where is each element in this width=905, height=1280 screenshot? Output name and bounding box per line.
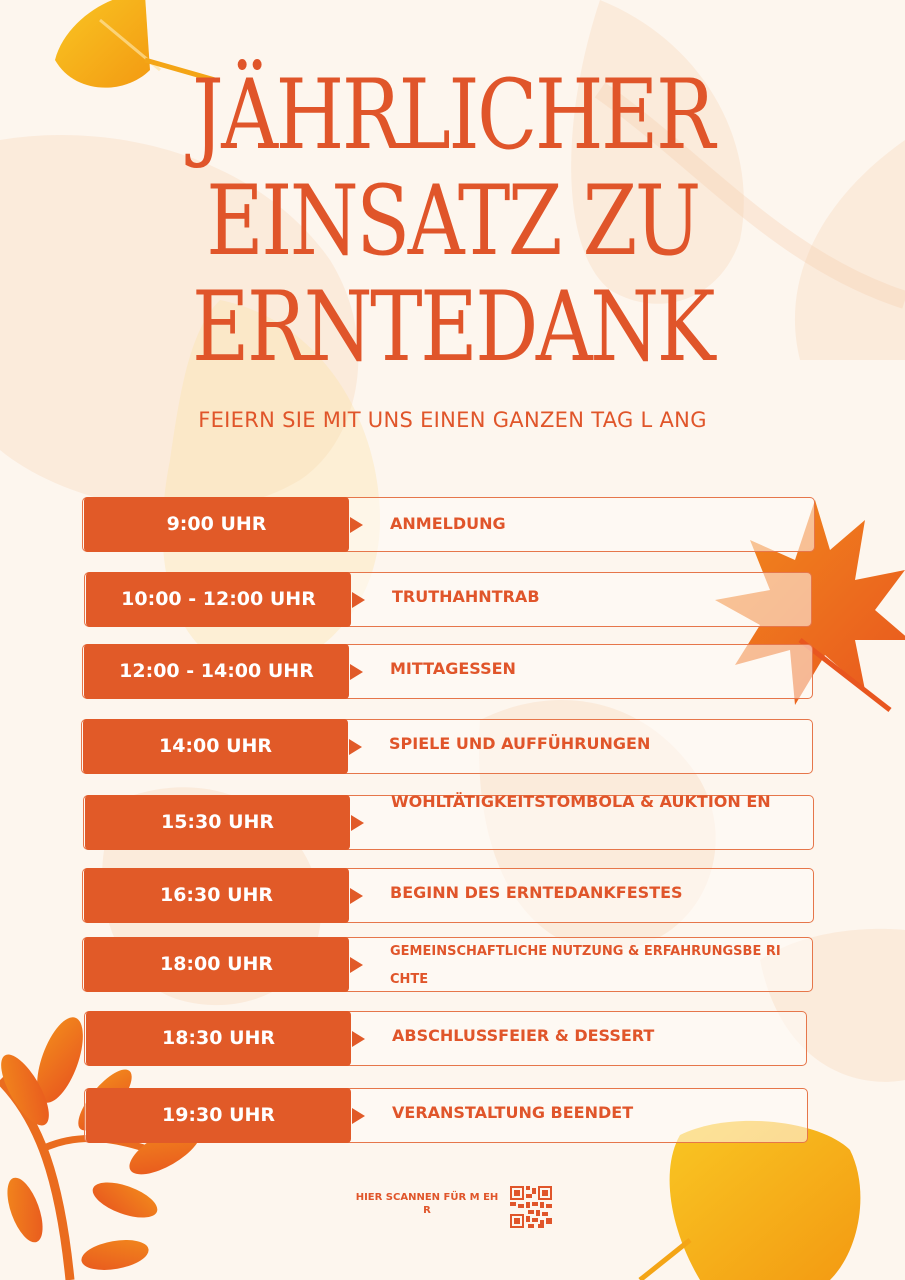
schedule-row: [84, 1011, 807, 1066]
title-line-1: JÄHRLICHER: [192, 59, 713, 171]
arrow-right-icon: [350, 957, 363, 973]
time-badge: 18:30 UHR: [86, 1011, 351, 1066]
time-badge: 10:00 - 12:00 UHR: [86, 572, 351, 627]
schedule-row: [84, 572, 812, 627]
qr-code-icon[interactable]: [510, 1186, 552, 1228]
time-badge: 12:00 - 14:00 UHR: [84, 644, 349, 699]
schedule-row: [84, 1088, 808, 1143]
ginkgo-leaf-bottom-right: [640, 1121, 860, 1280]
event-label: TRUTHAHNTRAB: [392, 587, 540, 606]
schedule-row: [83, 792, 814, 850]
event-label: SPIELE UND AUFFÜHRUNGEN: [389, 734, 651, 753]
arrow-right-icon: [350, 517, 363, 533]
title-line-2: EINSATZ ZU: [206, 165, 699, 277]
arrow-right-icon: [352, 1031, 365, 1047]
time-badge: 18:00 UHR: [84, 937, 349, 992]
arrow-right-icon: [349, 739, 362, 755]
event-label: ABSCHLUSSFEIER & DESSERT: [392, 1026, 655, 1045]
time-badge: 15:30 UHR: [85, 795, 350, 850]
arrow-right-icon: [352, 592, 365, 608]
event-label: MITTAGESSEN: [390, 659, 516, 678]
time-badge: 16:30 UHR: [84, 868, 349, 923]
subtitle: FEIERN SIE MIT UNS EINEN GANZEN TAG L ANG: [198, 408, 707, 432]
event-label: WOHLTÄTIGKEITSTOMBOLA & AUKTION EN: [391, 792, 771, 811]
event-label: GEMEINSCHAFTLICHE NUTZUNG & ERFAHRUNGSBE RICHTE: [390, 944, 781, 987]
event-label: ANMELDUNG: [390, 514, 506, 533]
event-label: BEGINN DES ERNTEDANKFESTES: [390, 883, 683, 902]
scan-label: HIER SCANNEN FÜR M EHR: [355, 1192, 499, 1216]
arrow-right-icon: [351, 815, 364, 831]
schedule-row: [81, 719, 813, 774]
arrow-right-icon: [350, 888, 363, 904]
schedule-row: [82, 497, 815, 552]
event-title: [81, 59, 823, 383]
schedule-row: [82, 868, 814, 923]
arrow-right-icon: [352, 1108, 365, 1124]
time-badge: 9:00 UHR: [84, 497, 349, 552]
event-label: VERANSTALTUNG BEENDET: [392, 1103, 634, 1122]
arrow-right-icon: [350, 664, 363, 680]
time-badge: 14:00 UHR: [83, 719, 348, 774]
schedule-row: [82, 644, 813, 699]
schedule-row: [82, 937, 813, 992]
time-badge: 19:30 UHR: [86, 1088, 351, 1143]
title-line-3: ERNTEDANK: [191, 271, 714, 383]
